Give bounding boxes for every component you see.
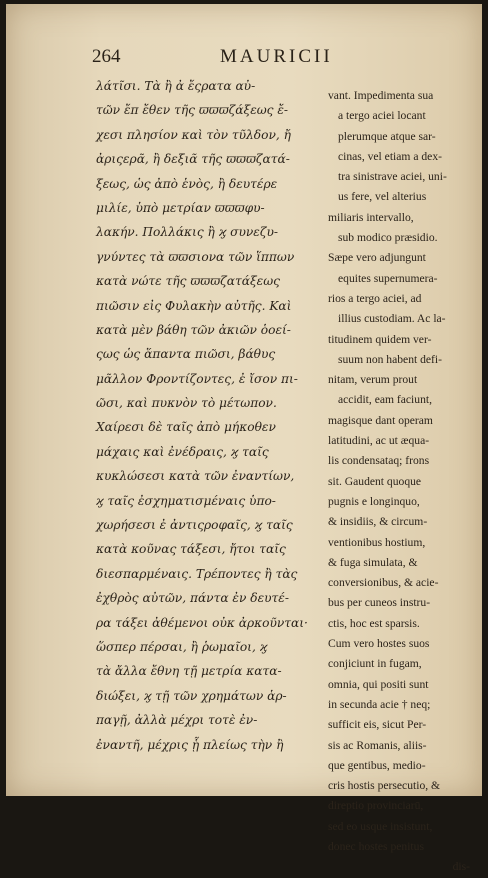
book-page bbox=[6, 4, 482, 874]
latin-text-line: bus per cuneos instru- bbox=[328, 596, 431, 610]
latin-text-line: a tergo aciei locant bbox=[338, 109, 426, 123]
latin-text-line: miliaris intervallo, bbox=[328, 210, 414, 224]
latin-text-line: equites supernumera- bbox=[338, 271, 438, 285]
greek-text-line: ξεως, ὡς ἀπὸ ἑνὸς, ἢ δευτέρε bbox=[96, 176, 278, 191]
greek-text-line: τὰ ἄλλα ἔθνη τῇ μετρία κατα- bbox=[96, 664, 282, 679]
greek-column bbox=[96, 74, 324, 757]
latin-text-line: Sæpe vero adjungunt bbox=[328, 251, 426, 265]
greek-text-line: ϗ ταῖς ἐσχηματισμέναις ὑπο- bbox=[96, 493, 276, 508]
greek-text-line: Χαίρεσι δὲ ταῖς ἀπὸ μήκοθεν bbox=[96, 420, 276, 435]
greek-text-line: ἐχθρὸς αὐτῶν, πάντα ἐν δευτέ- bbox=[96, 591, 289, 606]
running-head: MAURICII bbox=[220, 46, 333, 67]
greek-text-line: πιῶσιν εἰς Φυλακὴν αὐτῆς. Καὶ bbox=[96, 298, 292, 313]
greek-text-line: μᾶλλον Φροντίζοντες, ἐ ἴσον πι- bbox=[96, 371, 298, 386]
greek-text-line: ςως ὡς ἅπαντα πιῶσι, βάθυς bbox=[96, 347, 276, 362]
latin-text-line: ventionibus hostium, bbox=[328, 535, 426, 549]
latin-text-line: conjiciunt in fugam, bbox=[328, 657, 422, 671]
page-header bbox=[92, 46, 472, 72]
greek-text-line: χεσι πλησίον καὶ τὸν τῦλδον, ἤ bbox=[96, 127, 291, 142]
greek-text-line: κυκλώσεσι κατὰ τῶν ἐναντίων, bbox=[96, 469, 295, 484]
latin-text-line: direptio provinciarū, bbox=[328, 799, 424, 813]
latin-text-line: nitam, verum prout bbox=[328, 373, 418, 387]
greek-text-line: κατὰ κοῦνας τάξεσι, ἤτοι ταῖς bbox=[96, 542, 286, 557]
latin-text-line: accidit, eam faciunt, bbox=[338, 393, 432, 407]
latin-text-line: sub modico præsidio. bbox=[338, 231, 438, 245]
latin-text-line: sed eo usque insistunt, bbox=[328, 819, 433, 833]
latin-text-line: & fuga simulata, & bbox=[328, 555, 418, 569]
latin-text-line: latitudini, ac ut æqua- bbox=[328, 434, 430, 448]
greek-text-line: χωρήσεσι ἐ ἀντιςροφαῖς, ϗ ταῖς bbox=[96, 518, 293, 533]
latin-text-line: sit. Gaudent quoque bbox=[328, 474, 422, 488]
greek-text-line: ῶσι, καὶ πυκνὸν τὸ μέτωπον. bbox=[96, 396, 277, 411]
latin-text-line: & insidiis, & circum- bbox=[328, 515, 428, 529]
latin-text-line: cinas, vel etiam a dex- bbox=[338, 149, 442, 163]
greek-text-line: διώξει, ϗ τῇ τῶν χρημάτων ἁρ- bbox=[96, 688, 287, 703]
greek-text-line: ρα τάξει ἀθέμενοι οὐκ ἀρκοῦνται· bbox=[96, 615, 308, 630]
greek-text-line: ἐναντῆ, μέχρις ᾗ πλείως τὴν ἢ bbox=[96, 737, 284, 752]
latin-text-line: Cum vero hostes suos bbox=[328, 637, 430, 651]
latin-text-line: us fere, vel alterius bbox=[338, 190, 427, 204]
latin-text-line: rios a tergo aciei, ad bbox=[328, 291, 422, 305]
latin-text-line: in secunda acie † neq; bbox=[328, 697, 431, 711]
latin-text-line: dis- bbox=[452, 860, 470, 874]
latin-text-line: plerumque atque sar- bbox=[338, 129, 436, 143]
latin-text-line: illius custodiam. Ac la- bbox=[338, 312, 446, 326]
latin-text-line: tra sinistrave aciei, uni- bbox=[338, 170, 447, 184]
latin-text-line: conversionibus, & acie- bbox=[328, 576, 439, 590]
greek-text-line: κατὰ νώτε τῆς ϖϖϖζατάξεως bbox=[96, 274, 280, 289]
greek-text-line: λακήν. Πολλάκις ἢ ϗ συνεζυ- bbox=[96, 225, 278, 240]
greek-text-line: γνύντες τὰ ϖϖσιονα τῶν ἵππων bbox=[96, 249, 295, 264]
greek-text-line: μιλίε, ὑπὸ μετρίαν ϖϖϖφυ- bbox=[96, 200, 265, 215]
latin-text-line: lis condensataq; frons bbox=[328, 454, 430, 468]
latin-text-line: cris hostis persecutio, & bbox=[328, 779, 441, 793]
latin-text-line: sufficit eis, sicut Per- bbox=[328, 718, 427, 732]
greek-text-line: ἀριςερᾶ, ἢ δεξιᾶ τῆς ϖϖϖζατά- bbox=[96, 152, 290, 167]
greek-text-line: μάχαις καὶ ἐνέδραις, ϗ ταῖς bbox=[96, 444, 269, 459]
greek-text-line: ὥσπερ πέρσαι, ἢ ῥωμαῖοι, ϗ bbox=[96, 639, 268, 654]
latin-text-line: que gentibus, medio- bbox=[328, 758, 426, 772]
latin-text-line: titudinem quidem ver- bbox=[328, 332, 432, 346]
latin-text-line: suum non habent defi- bbox=[338, 352, 442, 366]
latin-text-line: pugnis e longinquo, bbox=[328, 494, 420, 508]
greek-text-line: τῶν ἔπ ἔθεν τῆς ϖϖϖζάξεως ἔ- bbox=[96, 103, 289, 118]
latin-text-line: vant. Impedimenta sua bbox=[328, 89, 434, 102]
latin-text-line: sis ac Romanis, aliis- bbox=[328, 738, 427, 752]
latin-text-line: ctis, hoc est sparsis. bbox=[328, 616, 420, 630]
latin-text-line: magisque dant operam bbox=[328, 413, 433, 427]
greek-text-line: κατὰ μὲν βάθη τῶν ἀκιῶν ὁοεί- bbox=[96, 322, 291, 337]
greek-text-line: παγῇ, ἀλλὰ μέχρι τοτὲ ἐν- bbox=[96, 713, 258, 728]
page-number: 264 bbox=[92, 46, 121, 67]
greek-text-line: διεσπαρμέναις. Τρέποντες ἢ τὰς bbox=[96, 566, 298, 581]
latin-column bbox=[328, 86, 486, 878]
greek-text-line: λάτῖσι. Τὰ ἢ ἀ ἔςρατα αὐ- bbox=[96, 79, 256, 93]
latin-text-line: donec hostes penitus bbox=[328, 839, 424, 853]
latin-text-line: omnia, qui positi sunt bbox=[328, 677, 429, 691]
